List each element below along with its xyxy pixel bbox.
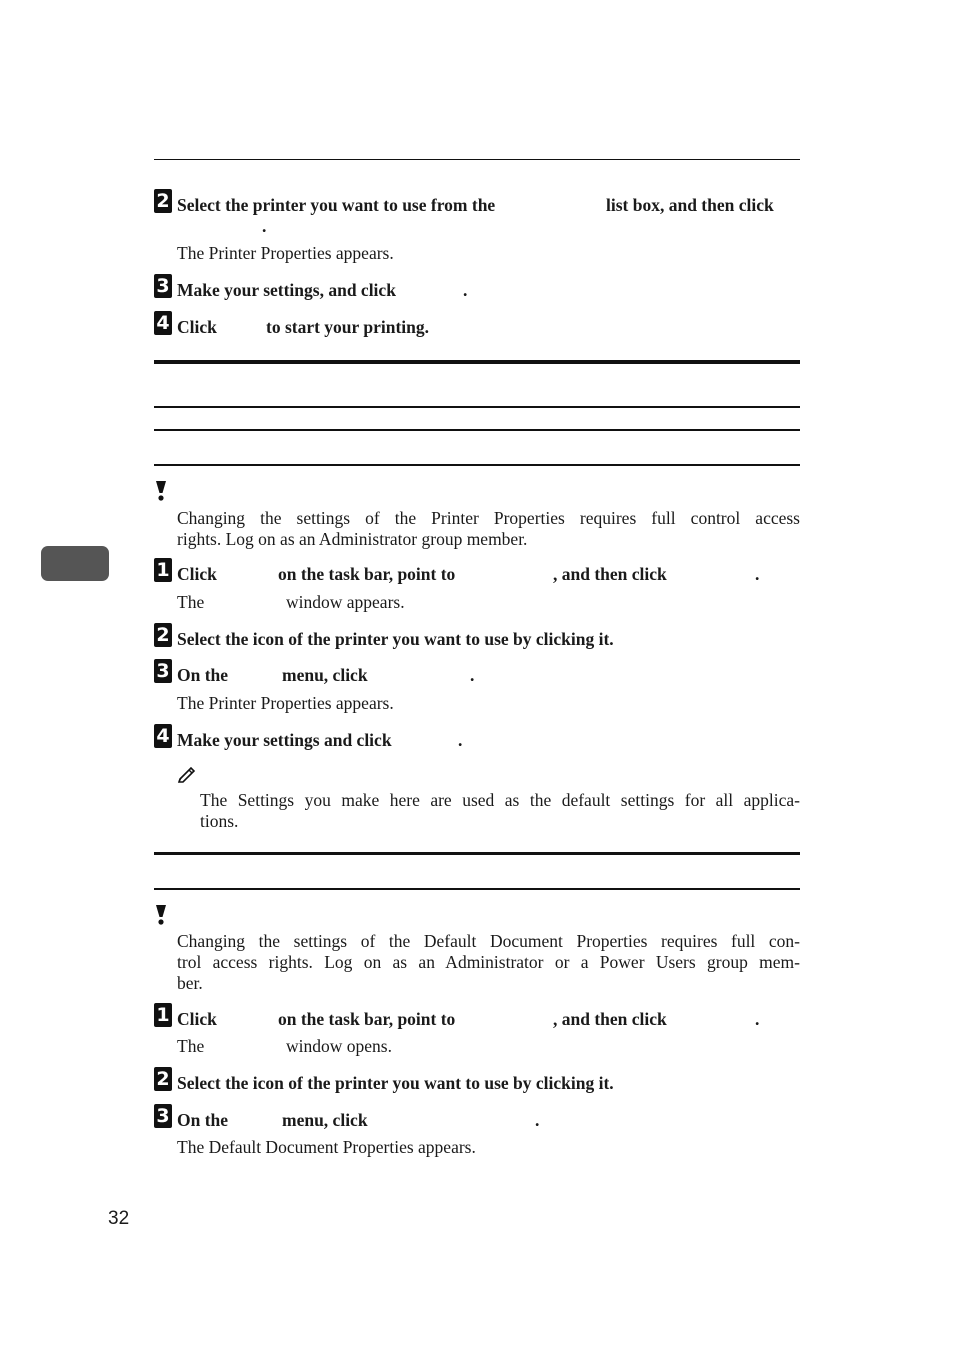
step-text: .	[470, 665, 475, 685]
step-text: Click	[177, 1009, 217, 1029]
step-number-4: 4	[154, 724, 172, 748]
page-number: 32	[108, 1208, 130, 1229]
step-number-1: 1	[154, 1003, 172, 1027]
step-text: to start your printing.	[266, 317, 430, 337]
step-result: window appears.	[286, 592, 405, 612]
step-text: , and then click	[553, 564, 667, 584]
header-rule	[154, 159, 800, 160]
paragraph-line: ber.	[177, 973, 203, 993]
step-result: window opens.	[286, 1036, 392, 1056]
step-number-2: 2	[154, 1067, 172, 1091]
important-exclamation-icon	[154, 904, 168, 926]
step-number-1: 1	[154, 558, 172, 582]
section-rule	[154, 429, 800, 431]
step-text: On the	[177, 665, 229, 685]
step-number-2: 2	[154, 189, 172, 213]
step-text: list box, and then click	[606, 195, 774, 215]
paragraph-line: The Settings you make here are used as the default settings for all applica-	[200, 790, 800, 810]
paragraph-line: Changing the settings of the Default Document Properties requires full con-	[177, 931, 800, 951]
paragraph-line: trol access rights. Log on as an Administrator or a Power Users group mem-	[177, 952, 800, 972]
note-paragraph	[200, 790, 800, 832]
step-number-3: 3	[154, 659, 172, 683]
step-text: Click	[177, 317, 217, 337]
step-text: on the task bar, point to	[278, 1009, 456, 1029]
important-paragraph	[177, 931, 800, 994]
step-text: , and then click	[553, 1009, 667, 1029]
step-number-2: 2	[154, 623, 172, 647]
paragraph-line: tions.	[200, 811, 239, 831]
step-text: .	[755, 1009, 760, 1029]
step-text: Make your settings and click	[177, 730, 392, 750]
step-number-4: 4	[154, 311, 172, 335]
step-text: .	[262, 216, 267, 236]
pencil-note-icon	[177, 765, 197, 783]
step-text: Click	[177, 564, 217, 584]
step-text: Select the icon of the printer you want to use by clicking it.	[177, 1073, 614, 1093]
step-text: menu, click	[282, 1110, 368, 1130]
step-text: .	[535, 1110, 540, 1130]
step-text: .	[463, 280, 468, 300]
step-text: Make your settings, and click	[177, 280, 396, 300]
section-rule	[154, 888, 800, 890]
step-result: The	[177, 592, 205, 612]
important-exclamation-icon	[154, 480, 168, 502]
step-text: on the task bar, point to	[278, 564, 456, 584]
step-number-3: 3	[154, 1104, 172, 1128]
section-rule	[154, 464, 800, 466]
step-text: On the	[177, 1110, 229, 1130]
step-result: The Default Document Properties appears.	[177, 1137, 476, 1157]
step-text: .	[755, 564, 760, 584]
section-rule	[154, 360, 800, 364]
step-result: The Printer Properties appears.	[177, 693, 394, 713]
important-paragraph	[177, 508, 800, 550]
step-number-3: 3	[154, 274, 172, 298]
step-text: Select the icon of the printer you want to use by clicking it.	[177, 629, 614, 649]
paragraph-line: rights. Log on as an Administrator group member.	[177, 529, 528, 549]
section-rule	[154, 852, 800, 855]
step-text: Select the printer you want to use from the	[177, 195, 496, 215]
step-text: .	[458, 730, 463, 750]
step-result: The Printer Properties appears.	[177, 243, 394, 263]
paragraph-line: Changing the settings of the Printer Properties requires full control access	[177, 508, 800, 528]
step-text: menu, click	[282, 665, 368, 685]
step-result: The	[177, 1036, 205, 1056]
section-rule	[154, 406, 800, 408]
chapter-tab-marker	[41, 546, 109, 581]
